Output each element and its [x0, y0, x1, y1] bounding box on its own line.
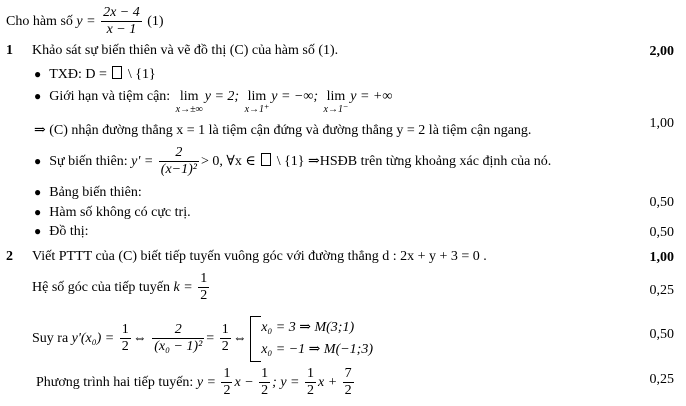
- case-2: x₀ = −1 ⇒ M(−1;3): [261, 342, 374, 357]
- eq-f3-denominator: 2: [221, 339, 229, 355]
- txd-rest: \ {1}: [124, 67, 156, 82]
- function-denominator: x − 1: [106, 21, 137, 37]
- eq-lhs: y'(x₀) =: [71, 331, 115, 347]
- derivative-denominator: (x−1)²: [160, 161, 197, 177]
- q2-score: 1,00: [649, 250, 674, 265]
- eq-f2-denominator: (x₀ − 1)²: [154, 339, 203, 355]
- variation-label: Sự biến thiên:: [49, 153, 128, 169]
- derivative-lhs: y' =: [131, 153, 154, 169]
- bullet-icon: ●: [34, 67, 42, 81]
- q1-text: Khảo sát sự biến thiên và vẽ đồ thị (C) của hàm số (1).: [32, 43, 339, 58]
- extrema-label: Hàm số không có cực trị.: [49, 205, 191, 220]
- equation-line: [32, 316, 373, 362]
- lim-sub: x→1⁻: [323, 104, 349, 115]
- tangent-separator: ; y =: [272, 374, 300, 390]
- derivative-fraction: [159, 146, 199, 177]
- bracket-icon: [250, 316, 261, 362]
- function-fraction: [101, 6, 142, 37]
- eq-f2-numerator: 2: [152, 323, 204, 339]
- t1-lhs: y =: [196, 374, 216, 390]
- t2-mid: x +: [317, 374, 338, 390]
- graph-line: [34, 225, 89, 239]
- eq-iff-1: ⇔: [132, 331, 147, 347]
- eq-equals: =: [206, 331, 215, 347]
- eq-iff-2: ⇔: [232, 331, 247, 347]
- q2-number: 2: [6, 249, 13, 264]
- tangent-line: [36, 367, 356, 398]
- bullet-icon: ●: [34, 153, 42, 168]
- function-header: [6, 6, 164, 37]
- score-slope: 0,25: [649, 283, 674, 298]
- q1-number: 1: [6, 43, 13, 58]
- score-group1: 1,00: [649, 116, 674, 131]
- t1-fraction-a: [221, 367, 232, 398]
- eq-fraction-2: [152, 323, 204, 354]
- limit-3: [324, 90, 349, 115]
- function-numerator: 2x − 4: [103, 5, 140, 20]
- limit-2: [245, 90, 270, 115]
- lim-word: lim: [247, 89, 267, 104]
- graph-label: Đồ thị:: [49, 224, 89, 239]
- t1-a-denominator: 2: [223, 382, 231, 398]
- intro-text: Cho hàm số: [6, 13, 73, 29]
- lim-sub: x→±∞: [175, 104, 203, 115]
- bullet-icon: ●: [34, 89, 42, 103]
- limit-1: [176, 90, 203, 115]
- table-label: Bảng biến thiên:: [49, 185, 142, 200]
- slope-numerator: 1: [200, 271, 208, 286]
- t2-fraction-a: [305, 367, 316, 398]
- derivative-condition: > 0, ∀x ∈: [200, 153, 260, 169]
- slope-lhs: k =: [173, 279, 193, 295]
- t1-b-denominator: 2: [261, 382, 269, 398]
- limit-2-expr: y = −∞;: [271, 89, 319, 104]
- limit-1-expr: y = 2;: [204, 89, 240, 104]
- lim-word: lim: [179, 89, 199, 104]
- asymptote-text: ⇒ (C) nhận đường thẳng x = 1 là tiệm cận đứng và đường thẳng y = 2 là tiệm cận ngang.: [34, 123, 532, 138]
- variation-line: [34, 146, 551, 177]
- score-eq: 0,50: [649, 327, 674, 342]
- q2-text: Viết PTTT của (C) biết tiếp tuyến vuông góc với đường thẳng d : 2x + y + 3 = 0 .: [32, 249, 487, 264]
- slope-denominator: 2: [200, 287, 208, 303]
- slope-fraction: [198, 272, 209, 303]
- eq-f1-denominator: 2: [121, 339, 129, 355]
- case-1: x₀ = 3 ⇒ M(3;1): [261, 320, 355, 335]
- t1-b-numerator: 1: [261, 366, 269, 381]
- t2-fraction-b: [343, 367, 354, 398]
- limits-line: [34, 90, 392, 115]
- t1-a-numerator: 1: [223, 366, 231, 381]
- score-tangent: 0,25: [649, 372, 674, 387]
- eq-fraction-1: [120, 323, 131, 354]
- txd-text: TXĐ: D =: [49, 67, 111, 82]
- txd-line: [34, 66, 156, 82]
- function-lhs: y =: [76, 13, 96, 29]
- limit-3-expr: y = +∞: [350, 89, 393, 104]
- eq-f1-numerator: 1: [121, 322, 129, 338]
- t2-b-numerator: 7: [344, 366, 352, 381]
- limits-label: Giới hạn và tiệm cận:: [49, 89, 171, 104]
- score-group2: 0,50: [649, 195, 674, 210]
- slope-label: Hệ số góc của tiếp tuyến: [32, 279, 171, 295]
- extrema-line: [34, 206, 191, 220]
- score-graph: 0,50: [649, 225, 674, 240]
- derivative-condition-rest: \ {1} ⇒HSĐB trên từng khoảng xác định của nó.: [273, 153, 552, 169]
- suy-ra-label: Suy ra: [32, 331, 69, 347]
- bullet-icon: ●: [34, 185, 42, 199]
- lim-word: lim: [326, 89, 346, 104]
- derivative-numerator: 2: [159, 146, 199, 162]
- t1-fraction-b: [259, 367, 270, 398]
- eq-fraction-3: [220, 323, 231, 354]
- tangent-label: Phương trình hai tiếp tuyến:: [36, 374, 194, 390]
- bullet-icon: ●: [34, 224, 42, 238]
- t2-a-denominator: 2: [306, 382, 314, 398]
- case-lines: [261, 317, 373, 361]
- function-ref: (1): [147, 13, 164, 29]
- table-line: [34, 186, 142, 200]
- real-set-icon: [261, 153, 271, 166]
- case-system: [250, 316, 373, 362]
- q1-score: 2,00: [649, 44, 674, 59]
- slope-line: [32, 272, 211, 303]
- t1-mid: x −: [234, 374, 254, 390]
- real-set-icon: [112, 66, 122, 79]
- t2-b-denominator: 2: [344, 382, 352, 398]
- eq-f3-numerator: 1: [221, 322, 229, 338]
- lim-sub: x→1⁺: [244, 104, 270, 115]
- t2-a-numerator: 1: [306, 366, 314, 381]
- bullet-icon: ●: [34, 205, 42, 219]
